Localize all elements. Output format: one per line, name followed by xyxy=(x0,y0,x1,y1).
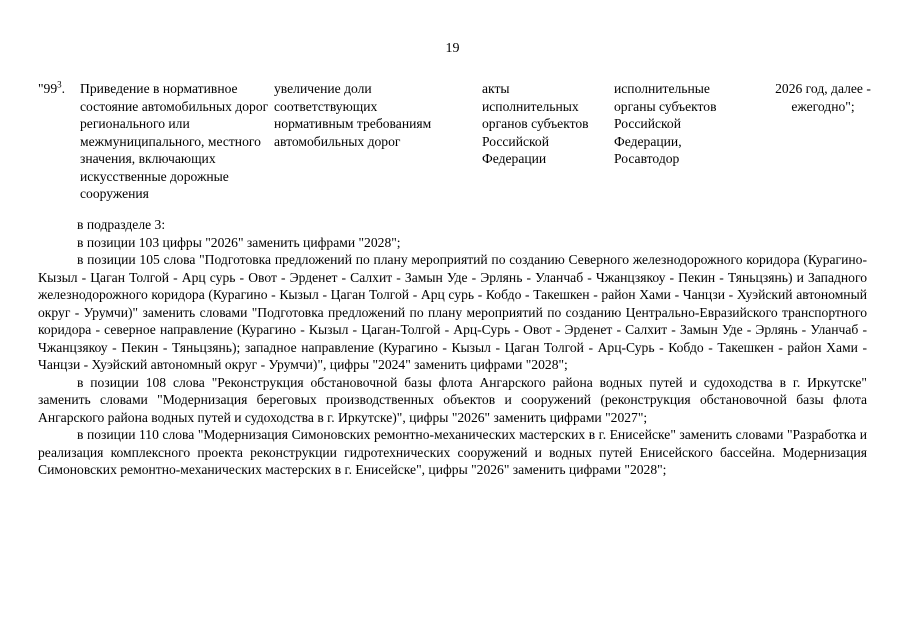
paragraph-position-103: в позиции 103 цифры "2026" заменить цифрами "2028"; xyxy=(77,234,401,250)
row-number-superscript: 3 xyxy=(57,79,62,90)
row-number-cell xyxy=(38,80,80,98)
paragraph-position-108: в позиции 108 слова "Реконструкция обстановочной базы флота Ангарского района водных путей и судоходства в г. Иркутске" заменить словами "Модернизация береговых производственных объектов и сооружений (реконструкция обстановочной базы флота Ангарского района водных путей и судоходства в г. Иркутске)", цифры "2026" заменить цифрами "2027"; xyxy=(38,374,867,425)
paragraph-subsection-header: в подразделе 3: xyxy=(77,217,166,232)
row-number: "99 xyxy=(38,81,58,96)
document-type-cell: акты исполнительных органов субъектов Российской Федерации xyxy=(482,81,589,166)
expected-result-cell: увеличение доли соответствующих нормативным требованиям автомобильных дорог xyxy=(274,81,432,149)
page-number: 19 xyxy=(445,41,460,56)
table-row xyxy=(38,79,871,201)
paragraph-position-110: в позиции 110 слова "Модернизация Симоновских ремонтно-механических мастерских в г. Енисейске" заменить словами "Разработка и реализация комплексного проекта реконструкции гидротехнических сооружений и водных путей Енисейского бассейна. Модернизация Симоновских ремонтно-механических мастерских в г. Енисейске", цифры "2026" заменить цифрами "2028"; xyxy=(38,427,867,477)
document-body xyxy=(38,216,867,479)
term-cell: 2026 год, далее - ежегодно"; xyxy=(775,81,871,114)
paragraph-position-105: в позиции 105 слова "Подготовка предложений по плану мероприятий по созданию Северного железнодорожного коридора (Курагино-Кызыл - Цаган Толгой - Арц сурь - Овот - Эрденет - Салхит - Замын Уде - Эрлянь - Уланчаб - Чжанцзякоу - Пекин - Тяньцзянь) и Западного железнодорожного коридора (Курагино - Кызыл - Цаган Толгой - Арц сурь - Кобдо - Такешкен - район Хами - Чанцзи - Хуэйский автономный округ - Урумчи)" заменить словами "Подготовка предложений по плану мероприятий по созданию Центрально-Евразийского транспортного коридора - северное направление (Курагино - Кызыл - Цаган-Толгой - Арц-Сурь - Овот - Эрденет - Салхит - Замын Уде - Эрлянь - Уланчаб - Чжанцзякоу - Пекин - Тяньцзянь); западное направление (Курагино - Кызыл - Цаган Толгой - Арц-Сурь - Кобдо - Такешкен - район Хами - Чанцзи - Хуэйский автономный округ - Урумчи)", цифры "2024" заменить цифрами "2028"; xyxy=(38,252,867,372)
row-number-suffix: . xyxy=(61,81,66,96)
measure-name-cell: Приведение в нормативное состояние автомобильных дорог регионального или межмуниципального, местного значения, включающих искусственные дорожные сооружения xyxy=(80,81,269,201)
executors-cell: исполнительные органы субъектов Российской Федерации, Росавтодор xyxy=(614,81,717,166)
